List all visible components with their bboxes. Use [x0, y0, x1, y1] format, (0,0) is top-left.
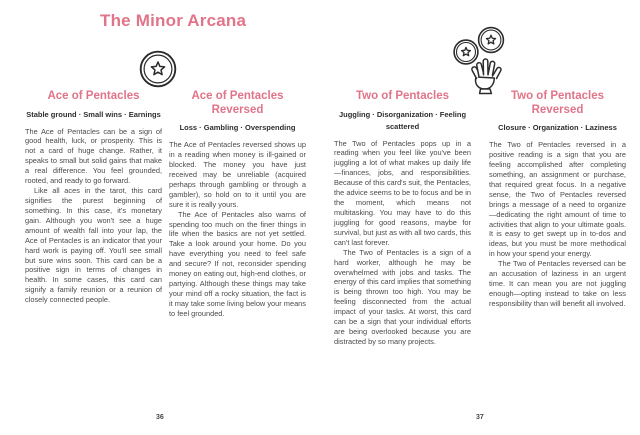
article-ace-of-pentacles-reversed — [169, 90, 306, 319]
hand-icon — [472, 59, 501, 94]
card-heading: Two of Pentacles — [355, 90, 450, 102]
body-paragraph: Like all aces in the tarot, this card signifies the purest beginning of something. In this case, it's monetary gain. Although you won't see a huge amount of wealth fall into your lap, the Ace of Pentacles is an indicator that your hard work is paying off. You'll see small but sure wins soon. This card can be a positive sign in terms of changes in health. In some cases, this card can signify a family reunion or a reunion of closely connected people. — [25, 186, 162, 305]
body-paragraph: The Two of Pentacles reversed can be an accusation of laziness in an urgent time. It can mean you are not juggling enough—opting instead to take on less responsibility than will benefit all involved. — [489, 259, 626, 308]
article-ace-of-pentacles — [25, 90, 162, 305]
body-paragraph: The Two of Pentacles is a sign of a hard worker, although he may be overwhelmed with jobs and tasks. The energy of this card implies that something is being thrown too high. You may be feeling disconnected from the actual impact of your tasks. At worst, this card can be a sign that your individual efforts are being overlooked because you are distracted by so many projects. — [334, 247, 471, 346]
article-two-of-pentacles — [334, 90, 471, 347]
card-heading: Ace of Pentacles — [47, 90, 140, 102]
juggling-hand-with-two-pentacles-icon — [446, 24, 508, 96]
card-keywords: Loss · Gambling · Overspending — [179, 123, 296, 133]
pentacle-coin-icon — [454, 40, 478, 64]
pentacle-coin-icon — [139, 50, 177, 88]
page-title: The Minor Arcana — [100, 11, 247, 30]
page-number-right: 37 — [476, 414, 484, 421]
card-heading: Two of Pentacles Reversed — [510, 90, 605, 116]
card-keywords: Closure · Organization · Laziness — [498, 123, 617, 133]
card-heading: Ace of Pentacles Reversed — [191, 90, 284, 116]
body-paragraph: The Two of Pentacles pops up in a reading when you feel like you've been juggling a lot of what makes up daily life—finances, jobs, and responsibilities. Because of this card's suit, the Pentacles, the advice seems to be to focus and be in the moment, which means not multitasking. You may have to do this juggling for good reasons, maybe for survival, but just as with all two cards, this can't last forever. — [334, 138, 471, 247]
card-keywords: Stable ground · Small wins · Earnings — [26, 109, 161, 119]
body-paragraph: The Ace of Pentacles also warns of spending too much on the finer things in life when the basics are not yet settled. Take a look around your home. Do you have everything you need to feel safe and secure? If not, reconsider spending money on eating out, high-end clothes, or partying. Although these things may take your mind off a rocky situation, the fact is it may take some living below your means to feel grounded. — [169, 209, 306, 318]
body-paragraph: The Ace of Pentacles reversed shows up in a reading when money is ill-gained or blocked. The money you have just received may be unreliable (acquired perhaps through gambling or through a gambler), so hold on to it until you are sure it is really yours. — [169, 140, 306, 209]
body-paragraph: The Ace of Pentacles can be a sign of good health, luck, or prosperity. This is not a card of huge change. Rather, it speaks to small but solid gains that make a real difference. You feel grounded, rooted, and ready to go forward. — [25, 126, 162, 186]
page-number-left: 36 — [156, 414, 164, 421]
body-paragraph: The Two of Pentacles reversed in a positive reading is a sign that you are feeling accomplished after completing something, an assignment or purchase, that required great focus. In a negative sense, the Two of Pentacles reversed brings a message of a need to organize—dedicating the right amount of time to activities that align to your ultimate goals. It is easy to get swept up in to-dos and ideas, but you must be more methodical in how your spend your energy. — [489, 140, 626, 259]
article-two-of-pentacles-reversed — [489, 90, 626, 309]
pentacle-coin-icon — [479, 28, 504, 53]
card-keywords: Juggling · Disorganization · Feeling scattered — [338, 109, 467, 131]
